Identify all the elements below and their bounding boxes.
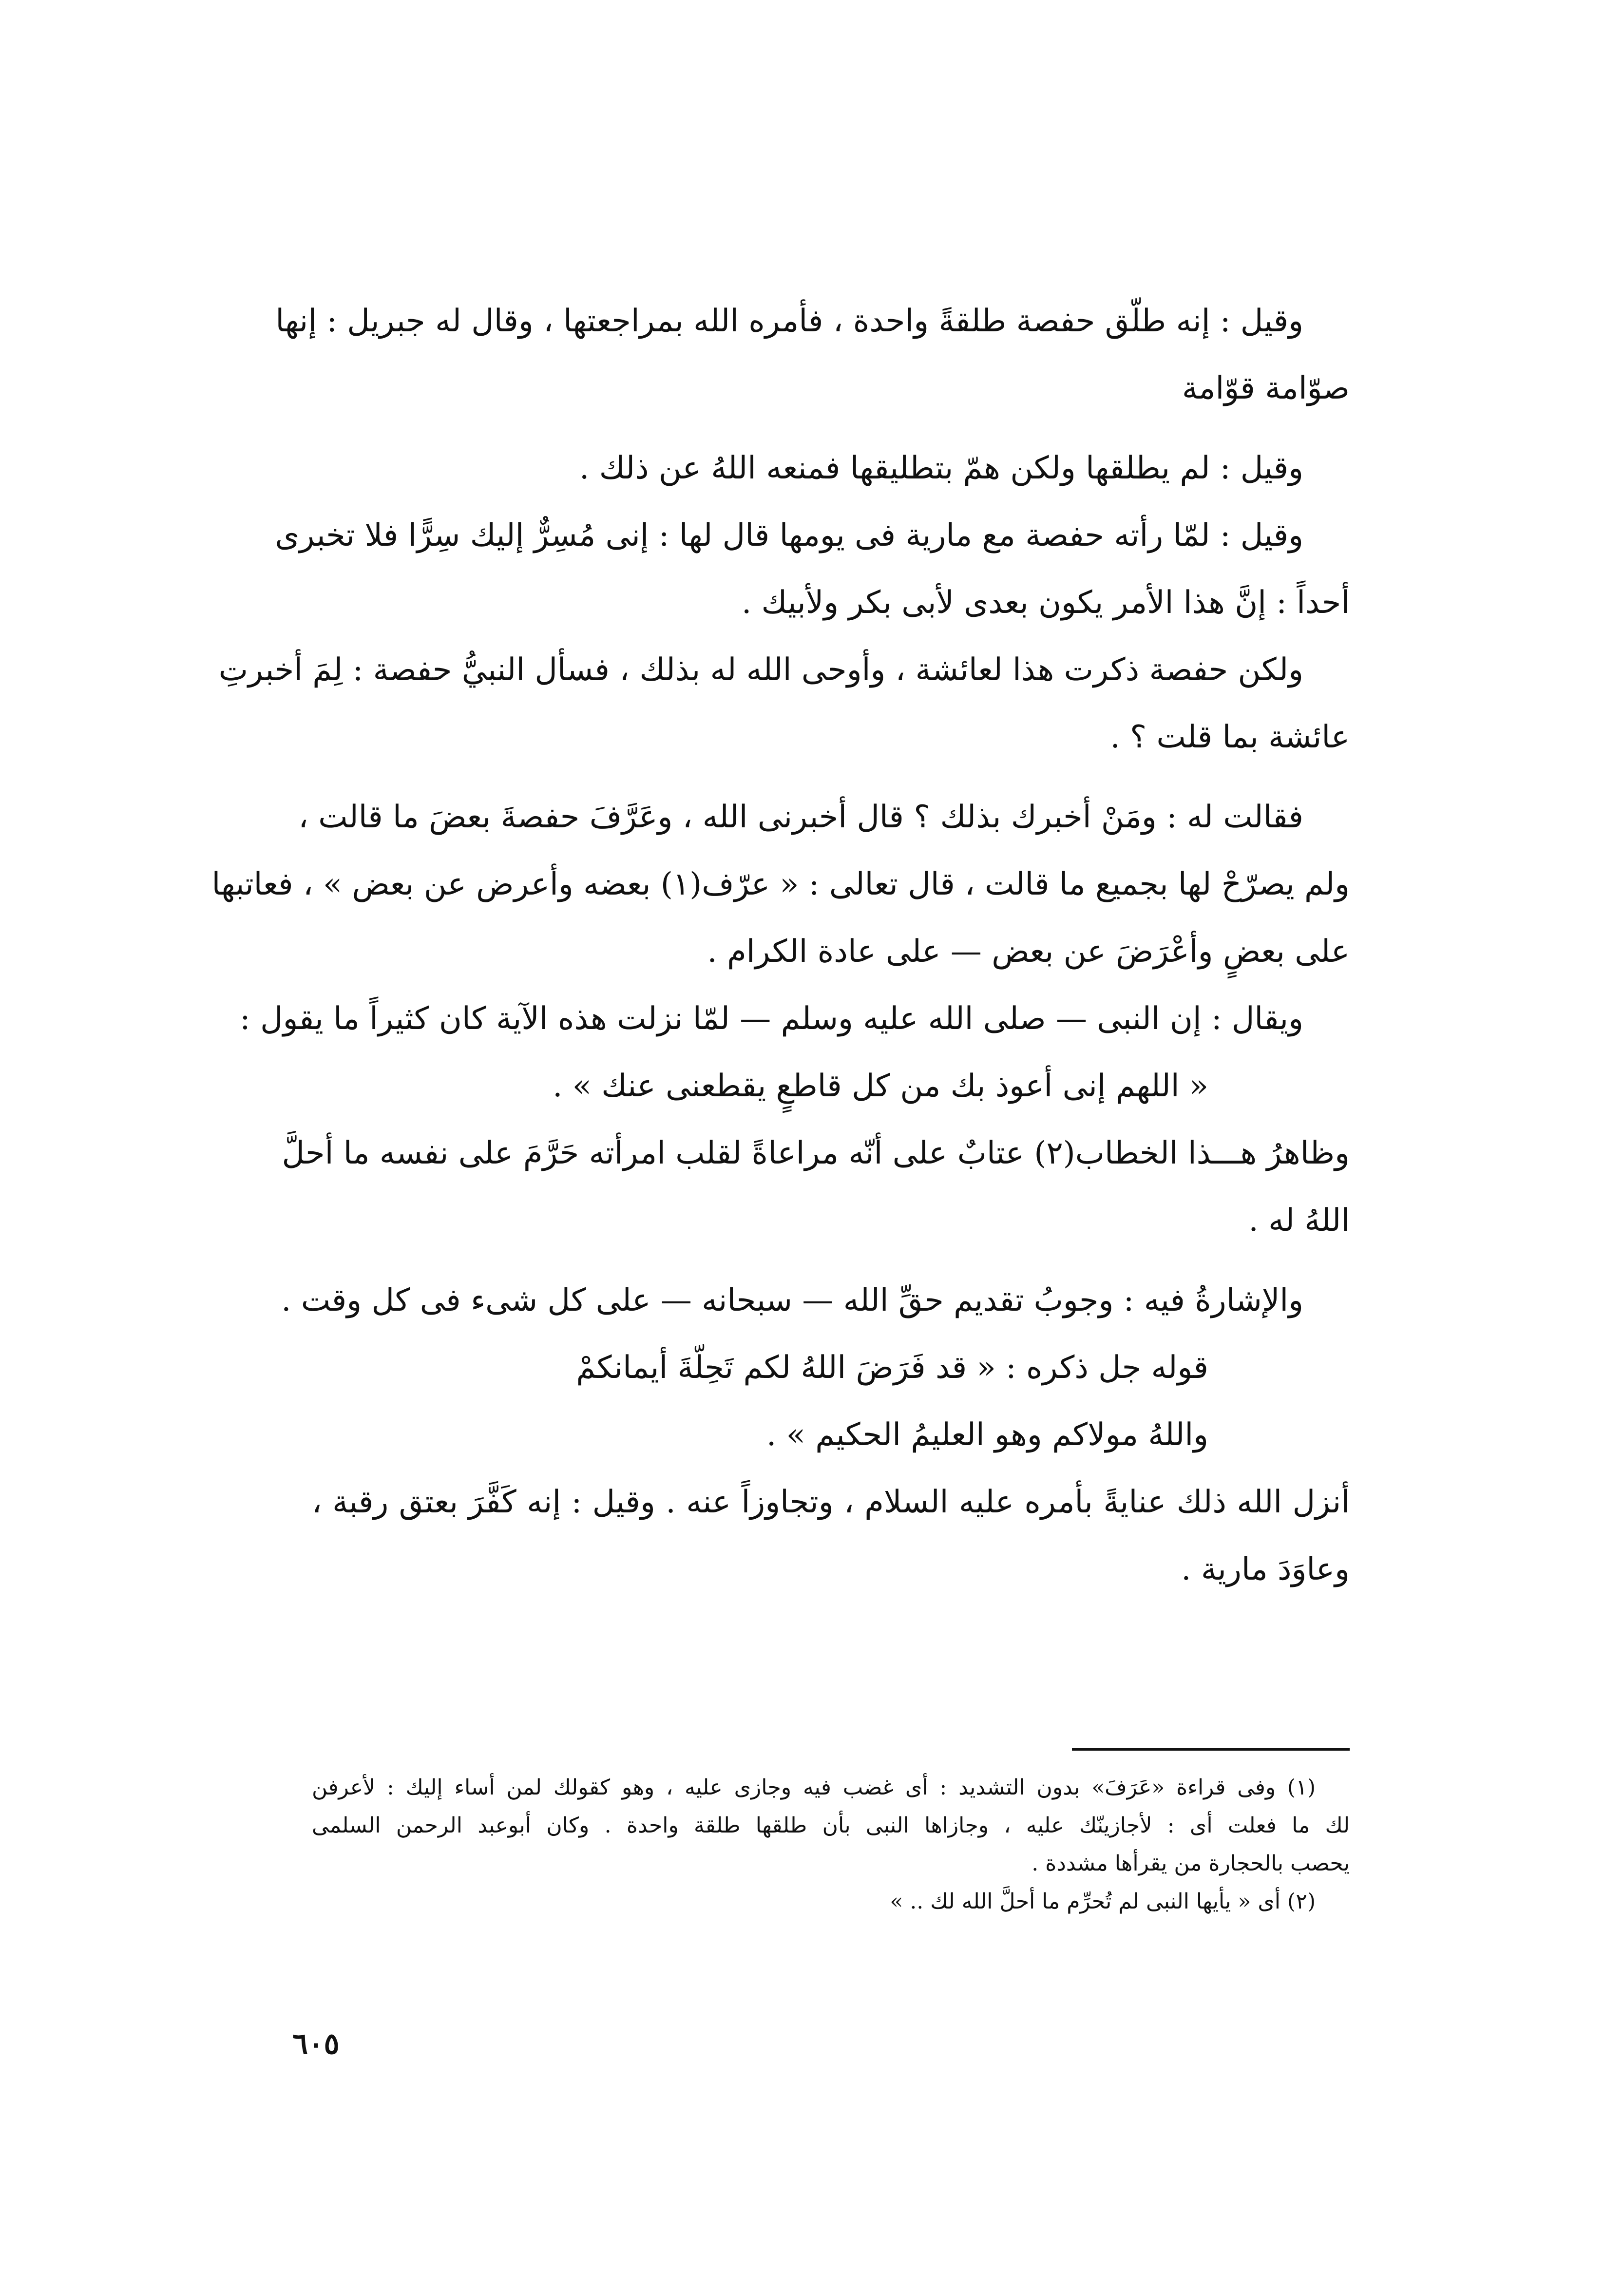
footnote-line: لك ما فعلت أى : لأجازينّك عليه ، وجازاها النبى بأن طلقها طلقة واحدة . وكان أبوعبد الرحمن السلمى [312, 1813, 1350, 1838]
text-line: وقيل : إنه طلّق حفصة طلقةً واحدة ، فأمره الله بمراجعتها ، وقال له جبريل : إنها [275, 303, 1303, 339]
text-line: ويقال : إن النبى — صلى الله عليه وسلم — لمّا نزلت هذه الآية كان كثيراً ما يقول : [240, 1001, 1303, 1037]
footnote-line: (١) وفى قراءة «عَرَفَ» بدون التشديد : أى غضب فيه وجازى عليه ، وهو كقولك لمن أساء إليك : لأعرفن [312, 1775, 1316, 1800]
footnotes [312, 1769, 1350, 1921]
text-line: ولكن حفصة ذكرت هذا لعائشة ، وأوحى الله له بذلك ، فسأل النبيُّ حفصة : لِمَ أخبرتِ [218, 652, 1303, 688]
text-line: صوّامة قوّامة [1182, 370, 1350, 406]
main-text [211, 287, 1350, 1603]
text-line: وظاهرُ هـــذا الخطاب(٢) عتابٌ على أنّه مراعاةً لقلب امرأته حَرَّمَ على نفسه ما أحلَّ [282, 1135, 1350, 1171]
verse-line: قوله جل ذكره : « قد فَرَضَ اللهُ لكم تَحِلّةَ أيمانكمْ [576, 1350, 1208, 1386]
footnote-1 [312, 1769, 1350, 1883]
text-line: فقالت له : ومَنْ أخبرك بذلك ؟ قال أخبرنى الله ، وعَرَّفَ حفصةَ بعضَ ما قالت ، [298, 799, 1303, 835]
text-line: وقيل : لم يطلقها ولكن همّ بتطليقها فمنعه اللهُ عن ذلك . [579, 450, 1303, 486]
paragraph-5 [211, 783, 1350, 985]
text-line: على بعضٍ وأعْرَضَ عن بعض — على عادة الكرام . [707, 934, 1350, 970]
text-line: أنزل الله ذلك عنايةً بأمره عليه السلام ، وتجاوزاً عنه . وقيل : إنه كَفَّرَ بعتق رقبة ، [312, 1484, 1350, 1520]
footnote-line: يحصب بالحجارة من يقرأها مشددة . [1032, 1851, 1350, 1876]
page-number: ٦٠٥ [292, 2027, 340, 2061]
verse-line: واللهُ مولاكم وهو العليمُ الحكيم » . [766, 1417, 1208, 1453]
text-line: أحداً : إنَّ هذا الأمر يكون بعدى لأبى بكر ولأبيك . [741, 585, 1350, 621]
text-line: وقيل : لمّا رأته حفصة مع مارية فى يومها قال لها : إنى مُسِرٌّ إليك سِرًّا فلا تخبرى [275, 517, 1303, 554]
paragraph-4 [218, 636, 1350, 771]
paragraph-1 [275, 287, 1350, 422]
paragraph-8 [281, 1267, 1350, 1334]
footnote-line: (٢) أى « يأيها النبى لم تُحرِّم ما أحلَّ الله لك .. » [890, 1889, 1316, 1914]
text-line: عائشة بما قلت ؟ . [1110, 719, 1350, 755]
footnote-2 [312, 1883, 1350, 1921]
paragraph-6 [240, 985, 1350, 1120]
text-line: ولم يصرّحْ لها بجميع ما قالت ، قال تعالى : « عرّف(١) بعضه وأعرض عن بعض » ، فعاتبها [211, 866, 1350, 902]
footnote-divider [1072, 1748, 1350, 1751]
paragraph-7 [282, 1120, 1350, 1254]
text-line: اللهُ له . [1248, 1203, 1350, 1239]
paragraph-2 [312, 435, 1350, 502]
text-line: وعاوَدَ مارية . [1181, 1551, 1350, 1587]
verse-heading [312, 1334, 1350, 1469]
paragraph-3 [275, 502, 1350, 636]
paragraph-10 [312, 1469, 1350, 1603]
text-line: والإشارةُ فيه : وجوبُ تقديم حقِّ الله — سبحانه — على كل شىء فى كل وقت . [281, 1282, 1303, 1318]
text-line: « اللهم إنى أعوذ بك من كل قاطعٍ يقطعنى عنك » . [553, 1068, 1208, 1104]
